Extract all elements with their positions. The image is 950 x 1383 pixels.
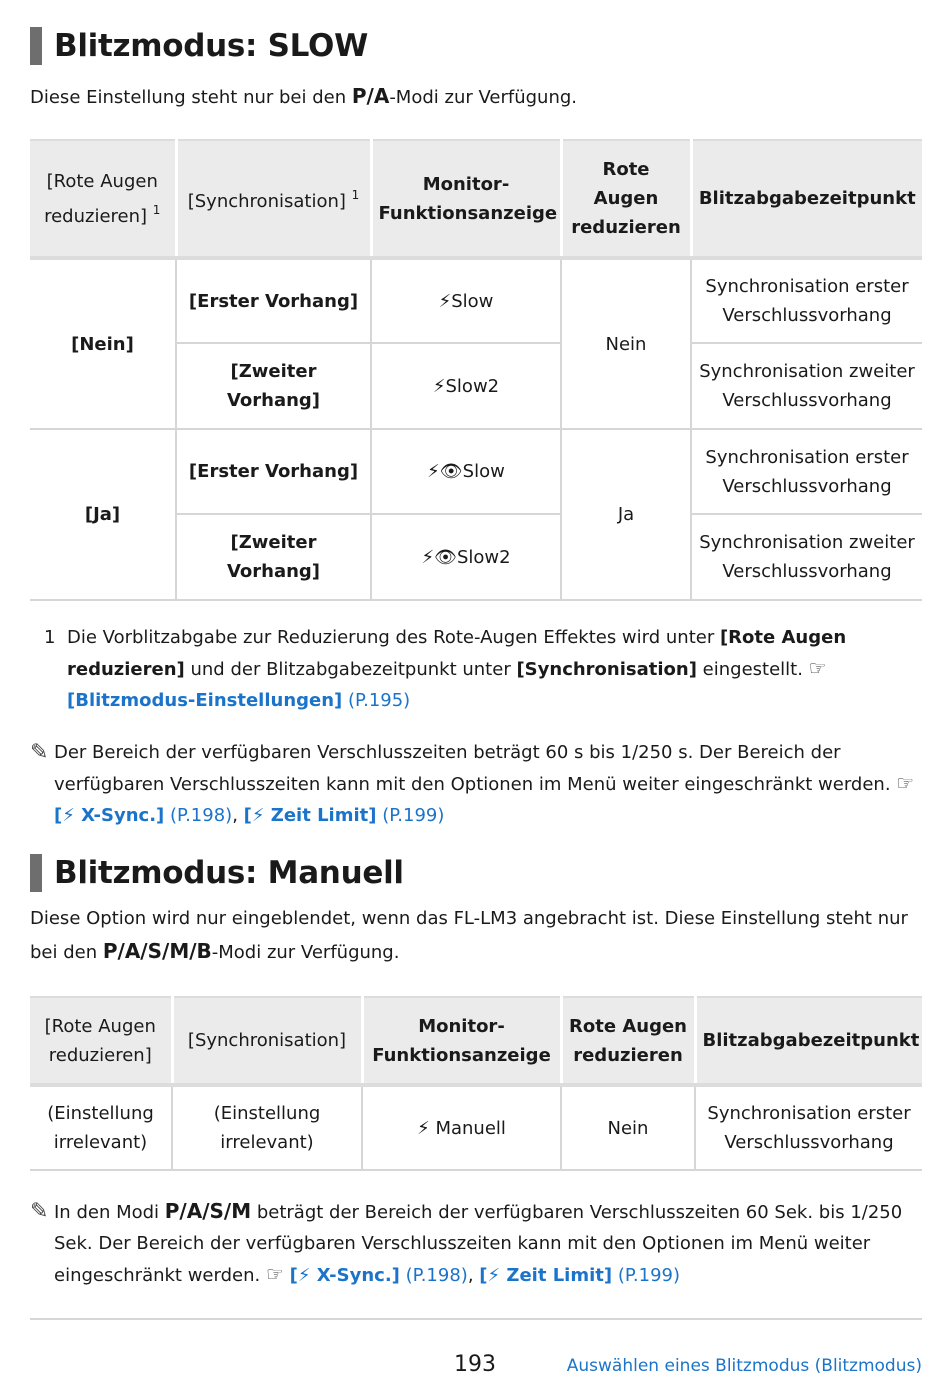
header-red-eye-setting: [Rote Augen reduzieren] $^1$ — [30, 140, 176, 258]
flash-slow-icon: ⚡ — [438, 290, 452, 312]
sync-cell: [Zweiter Vorhang] — [176, 343, 371, 429]
footer-chapter-link[interactable]: Auswählen eines Blitzmodus (Blitzmodus) — [566, 1356, 922, 1376]
reference-hand-icon: ☞ — [896, 771, 915, 795]
red-eye-result-cell: Nein — [561, 1085, 695, 1170]
section-intro — [30, 903, 925, 969]
header-red-eye-setting: [Rote Augen reduzieren] — [30, 997, 172, 1085]
monitor-display-cell: ⚡Slow2 — [371, 343, 561, 429]
link-x-sync[interactable]: [⚡ X-Sync.] — [54, 805, 165, 826]
red-eye-setting-cell: [Nein] — [30, 258, 176, 429]
reference-hand-icon: ☞ — [265, 1262, 284, 1286]
footnote: Die Vorblitzabgabe zur Reduzierung des Rote-Augen Effektes wird unter [Rote Augen reduzieren] und der Blitzabgabezeitpunkt unter [Synchronisation] eingestellt. ☞ [Blitzmodus-Einstellungen] (P.195) — [67, 627, 847, 711]
intro-text-end: -Modi zur Verfügung. — [211, 942, 400, 963]
section-intro — [30, 80, 925, 114]
hint-note: In den Modi P/A/S/M beträgt der Bereich der verfügbaren Verschlusszeiten 60 Sek. bis 1/250 Sek. Der Bereich der verfügbaren Verschlusszeiten kann mit den Optionen im Menü weiter eingeschränkt werden. ☞ [⚡ X-Sync.] (P.198), [⚡ Zeit Limit] (P.199) — [54, 1199, 903, 1286]
page-ref-198[interactable]: (P.198) — [170, 805, 233, 826]
flash-timing-cell: Synchronisation erster Verschlussvorhang — [691, 429, 922, 514]
link-time-limit[interactable]: [⚡ Zeit Limit] — [243, 805, 377, 826]
red-eye-setting-cell: [Ja] — [30, 429, 176, 600]
page-number: 193 — [454, 1352, 496, 1377]
flash-timing-cell: Synchronisation erster Verschlussvorhang — [695, 1085, 922, 1170]
red-eye-result-cell: Ja — [561, 429, 691, 600]
section-title: Blitzmodus: SLOW — [54, 28, 368, 64]
intro-text-end: -Modi zur Verfügung. — [389, 87, 578, 108]
footnote-number: 1 — [44, 627, 56, 648]
flash-timing-cell: Synchronisation erster Verschlussvorhang — [691, 258, 922, 343]
mode-letters: P/A — [351, 84, 390, 108]
table-header-row — [30, 140, 922, 258]
footer-divider — [30, 1318, 922, 1320]
link-x-sync[interactable]: [⚡ X-Sync.] — [289, 1265, 400, 1286]
hint-note: Der Bereich der verfügbaren Verschlusszeiten beträgt 60 s bis 1/250 s. Der Bereich der verfügbaren Verschlusszeiten kann mit den Optionen im Menü weiter eingeschränkt werden. ☞ [⚡ X-Sync.] (P.198), [⚡ Zeit Limit] (P.199) — [54, 742, 915, 826]
header-synchronisation: [Synchronisation] $^1$ — [176, 140, 371, 258]
monitor-display-cell: ⚡Slow — [371, 258, 561, 343]
flash-red-eye-slow2-icon: ⚡👁 — [421, 546, 457, 568]
flash-red-eye-slow-icon: ⚡👁 — [427, 461, 463, 482]
mode-letters: P/A/S/M/B — [102, 939, 212, 963]
heading-bar — [30, 854, 42, 892]
page-ref-195[interactable]: (P.195) — [348, 690, 411, 711]
flash-timing-cell: Synchronisation zweiter Verschlussvorhang — [691, 514, 922, 600]
flash-timing-cell: Synchronisation zweiter Verschlussvorhang — [691, 343, 922, 429]
flash-manual-icon: ⚡ — [417, 1117, 430, 1139]
header-red-eye: Rote Augen reduzieren — [561, 997, 695, 1085]
page-ref-199[interactable]: (P.199) — [382, 805, 445, 826]
section-title: Blitzmodus: Manuell — [54, 855, 404, 891]
hint-lightbulb-icon: ✎ — [30, 740, 49, 765]
header-synchronisation: [Synchronisation] — [172, 997, 362, 1085]
header-flash-timing: Blitzabgabezeitpunkt — [695, 997, 922, 1085]
header-monitor-display: Monitor-Funktionsanzeige — [362, 997, 561, 1085]
intro-text: Diese Option wird nur eingeblendet, wenn das FL-LM3 angebracht ist. Diese Einstellung steht nur bei den — [30, 908, 908, 963]
sync-cell: [Zweiter Vorhang] — [176, 514, 371, 600]
intro-text: Diese Einstellung steht nur bei den — [30, 87, 352, 108]
header-red-eye: Rote Augen reduzieren — [561, 140, 691, 258]
red-eye-result-cell: Nein — [561, 258, 691, 429]
page-ref-199[interactable]: (P.199) — [617, 1265, 681, 1286]
manual-mode-table — [30, 996, 922, 1171]
header-flash-timing: Blitzabgabezeitpunkt — [691, 140, 922, 258]
sync-cell: [Erster Vorhang] — [176, 429, 371, 514]
monitor-display-cell: ⚡ Manuell — [362, 1085, 561, 1170]
heading-bar — [30, 27, 42, 65]
monitor-display-cell: ⚡👁Slow2 — [371, 514, 561, 600]
page-ref-198[interactable]: (P.198) — [405, 1265, 468, 1286]
sync-cell: [Erster Vorhang] — [176, 258, 371, 343]
monitor-display-cell: ⚡👁Slow — [371, 429, 561, 514]
section-heading-manual — [30, 853, 404, 893]
red-eye-setting-cell: (Einstellung irrelevant) — [30, 1085, 172, 1170]
section-heading-slow — [30, 26, 368, 66]
flash-slow2-icon: ⚡ — [432, 375, 446, 397]
table-row — [30, 1085, 922, 1170]
table-row — [30, 258, 922, 343]
link-time-limit[interactable]: [⚡ Zeit Limit] — [479, 1265, 613, 1286]
slow-mode-table — [30, 139, 922, 601]
link-flash-settings[interactable]: [Blitzmodus-Einstellungen] — [67, 690, 343, 711]
table-row — [30, 429, 922, 514]
header-monitor-display: Monitor-Funktionsanzeige — [371, 140, 561, 258]
hint-lightbulb-icon: ✎ — [30, 1199, 49, 1224]
sync-cell: (Einstellung irrelevant) — [172, 1085, 362, 1170]
table-header-row — [30, 997, 922, 1085]
reference-hand-icon: ☞ — [808, 656, 827, 680]
